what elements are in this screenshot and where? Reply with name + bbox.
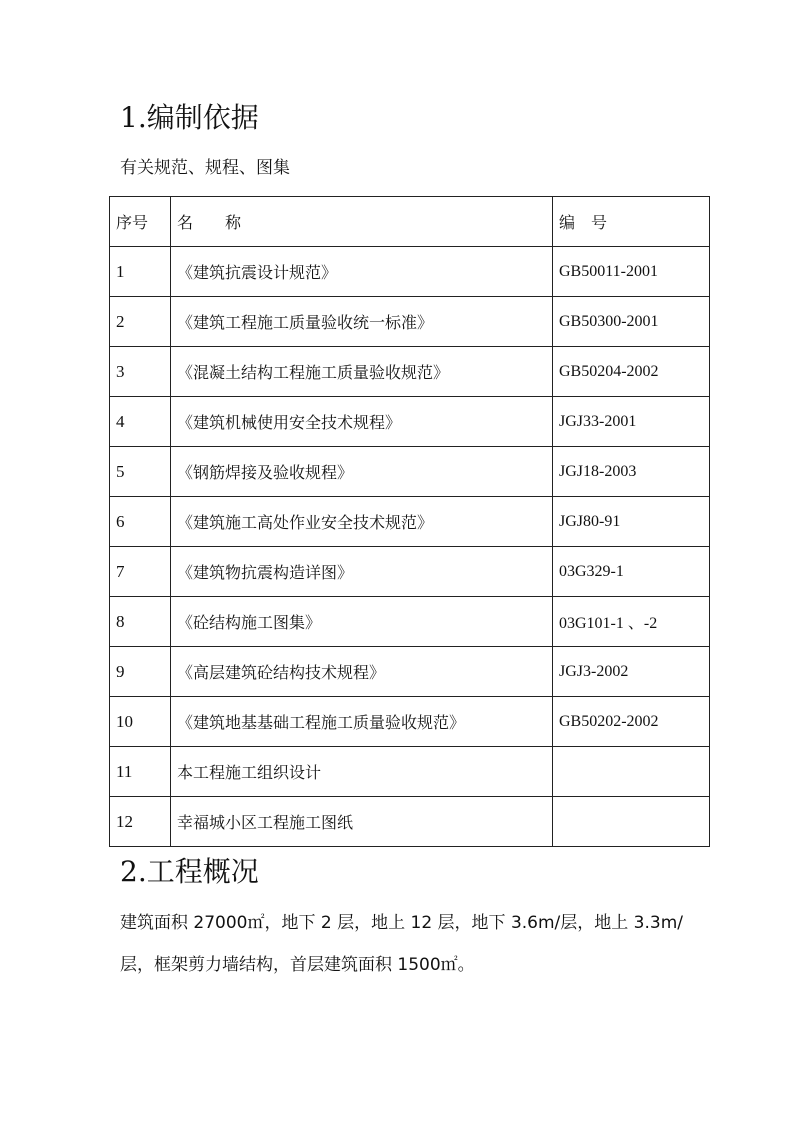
row-name: 《建筑工程施工质量验收统一标准》 <box>171 297 553 347</box>
row-code: JGJ18-2003 <box>553 447 710 497</box>
row-name: 《建筑抗震设计规范》 <box>171 247 553 297</box>
row-no: 12 <box>110 797 171 847</box>
header-code: 编 号 <box>553 197 710 247</box>
row-code: 03G329-1 <box>553 547 710 597</box>
row-no: 6 <box>110 497 171 547</box>
row-code <box>553 797 710 847</box>
table-row <box>110 497 710 547</box>
table-row <box>110 547 710 597</box>
table-row <box>110 697 710 747</box>
table-row <box>110 347 710 397</box>
row-name: 《建筑地基基础工程施工质量验收规范》 <box>171 697 553 747</box>
row-code: GB50011-2001 <box>553 247 710 297</box>
row-code: GB50204-2002 <box>553 347 710 397</box>
table-row <box>110 397 710 447</box>
table-row <box>110 597 710 647</box>
row-code <box>553 747 710 797</box>
row-code: 03G101-1 、-2 <box>553 597 710 647</box>
row-name: 《砼结构施工图集》 <box>171 597 553 647</box>
row-code: GB50300-2001 <box>553 297 710 347</box>
table-row <box>110 647 710 697</box>
standards-table <box>109 196 710 847</box>
row-code: GB50202-2002 <box>553 697 710 747</box>
row-name: 《建筑机械使用安全技术规程》 <box>171 397 553 447</box>
table-row <box>110 297 710 347</box>
header-no: 序号 <box>110 197 171 247</box>
row-no: 9 <box>110 647 171 697</box>
row-no: 2 <box>110 297 171 347</box>
row-name: 《钢筋焊接及验收规程》 <box>171 447 553 497</box>
row-code: JGJ33-2001 <box>553 397 710 447</box>
row-no: 10 <box>110 697 171 747</box>
row-name: 《建筑施工高处作业安全技术规范》 <box>171 497 553 547</box>
section-subtitle: 有关规范、规程、图集 <box>120 158 290 178</box>
row-name: 幸福城小区工程施工图纸 <box>171 797 553 847</box>
row-no: 5 <box>110 447 171 497</box>
table-row <box>110 447 710 497</box>
table-header-row <box>110 197 710 247</box>
row-no: 8 <box>110 597 171 647</box>
section-title-overview: 2.工程概况 <box>120 855 259 888</box>
row-no: 1 <box>110 247 171 297</box>
table-row <box>110 247 710 297</box>
overview-paragraph: 建筑面积 27000㎡，地下 2 层，地上 12 层，地下 3.6m/层，地上 3.3m/层，框架剪力墙结构，首层建筑面积 1500㎡。 <box>120 913 683 975</box>
row-name: 本工程施工组织设计 <box>171 747 553 797</box>
row-code: JGJ3-2002 <box>553 647 710 697</box>
table-row <box>110 797 710 847</box>
section-title-basis: 1.编制依据 <box>120 101 259 134</box>
row-no: 4 <box>110 397 171 447</box>
header-name: 名 称 <box>171 197 553 247</box>
row-name: 《混凝土结构工程施工质量验收规范》 <box>171 347 553 397</box>
row-no: 11 <box>110 747 171 797</box>
row-name: 《高层建筑砼结构技术规程》 <box>171 647 553 697</box>
row-name: 《建筑物抗震构造详图》 <box>171 547 553 597</box>
row-code: JGJ80-91 <box>553 497 710 547</box>
row-no: 3 <box>110 347 171 397</box>
table-row <box>110 747 710 797</box>
row-no: 7 <box>110 547 171 597</box>
